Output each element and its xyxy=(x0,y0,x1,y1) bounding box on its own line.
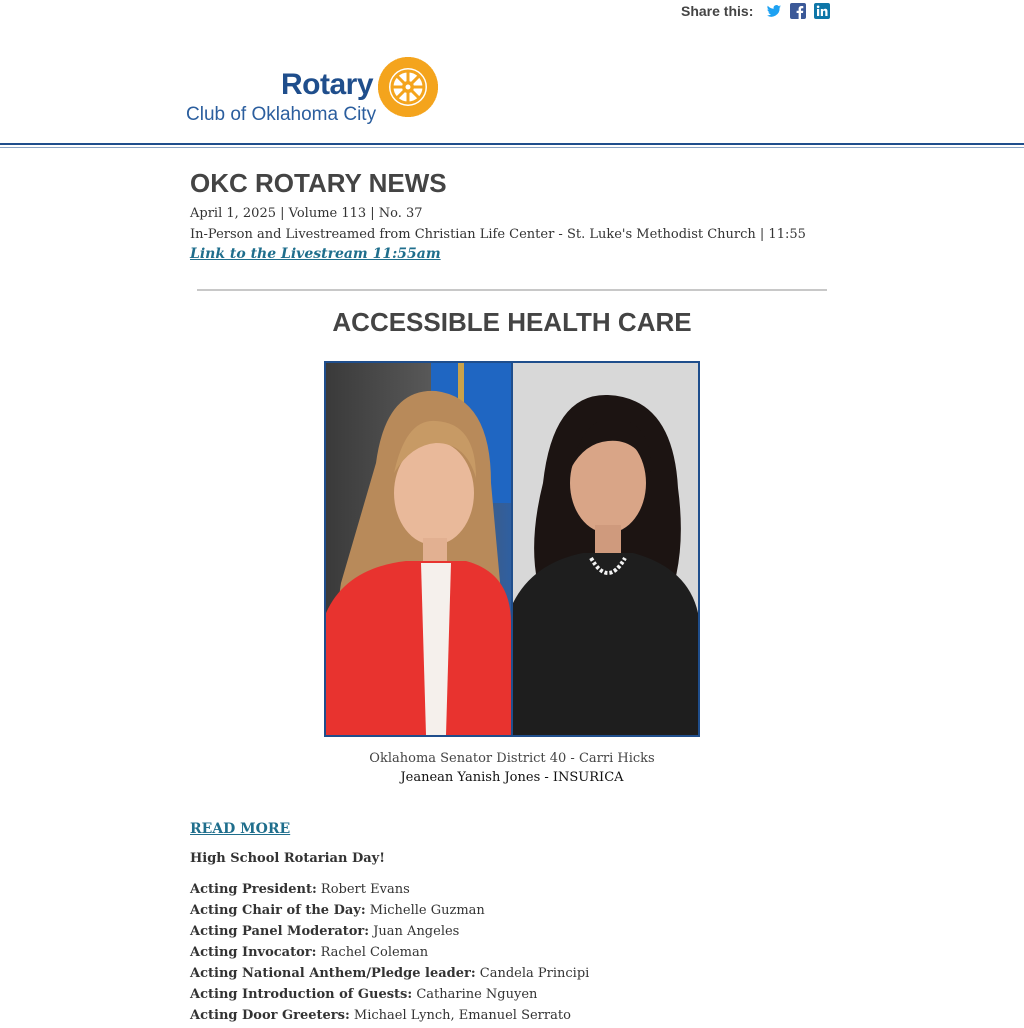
facebook-icon[interactable] xyxy=(790,3,806,19)
speaker-photo-right xyxy=(513,363,698,735)
role-row xyxy=(190,881,589,902)
role-row xyxy=(190,944,589,965)
header-divider xyxy=(0,143,1024,145)
role-row xyxy=(190,923,589,944)
role-row xyxy=(190,1007,589,1028)
linkedin-icon[interactable] xyxy=(814,3,830,19)
role-label: Acting President: xyxy=(190,882,317,897)
role-row xyxy=(190,902,589,923)
role-value: Michelle Guzman xyxy=(365,903,485,918)
program-roles xyxy=(190,881,589,1028)
read-more-link[interactable]: READ MORE xyxy=(190,821,291,837)
section-divider xyxy=(197,289,827,291)
rotary-wheel-icon xyxy=(378,57,438,117)
photo-caption-2: Jeanean Yanish Jones - INSURICA xyxy=(400,770,624,785)
speaker-photos xyxy=(324,361,700,737)
role-row xyxy=(190,986,589,1007)
role-label: Acting Invocator: xyxy=(190,945,317,960)
role-value: Juan Angeles xyxy=(369,924,460,939)
rotary-logo[interactable] xyxy=(186,56,446,131)
role-value: Catharine Nguyen xyxy=(412,987,538,1002)
role-value: Candela Principi xyxy=(475,966,590,981)
feature-headline: ACCESSIBLE HEALTH CARE xyxy=(332,307,692,337)
issue-meta: April 1, 2025 | Volume 113 | No. 37 xyxy=(190,206,423,221)
livestream-link[interactable]: Link to the Livestream 11:55am xyxy=(190,246,441,262)
share-bar xyxy=(681,3,838,19)
role-label: Acting Introduction of Guests: xyxy=(190,987,413,1002)
logo-wordmark: Rotary xyxy=(281,68,374,101)
speaker-photo-left xyxy=(326,363,511,735)
role-label: Acting Door Greeters: xyxy=(190,1008,350,1023)
location-line: In-Person and Livestreamed from Christian Life Center - St. Luke's Methodist Church | 11:55 xyxy=(190,227,806,242)
role-label: Acting Chair of the Day: xyxy=(190,903,366,918)
role-value: Rachel Coleman xyxy=(316,945,429,960)
role-label: Acting Panel Moderator: xyxy=(190,924,370,939)
program-heading: High School Rotarian Day! xyxy=(190,851,385,866)
role-row xyxy=(190,965,589,986)
twitter-icon[interactable] xyxy=(766,3,782,19)
role-value: Robert Evans xyxy=(316,882,410,897)
logo-subtitle: Club of Oklahoma City xyxy=(186,104,377,125)
header-divider-thin xyxy=(0,147,1024,148)
share-label: Share this: xyxy=(681,3,754,19)
role-value: Michael Lynch, Emanuel Serrato xyxy=(349,1008,571,1023)
photo-caption-1: Oklahoma Senator District 40 - Carri Hicks xyxy=(369,751,655,766)
role-label: Acting National Anthem/Pledge leader: xyxy=(190,966,476,981)
newsletter-title: OKC ROTARY NEWS xyxy=(190,168,447,198)
